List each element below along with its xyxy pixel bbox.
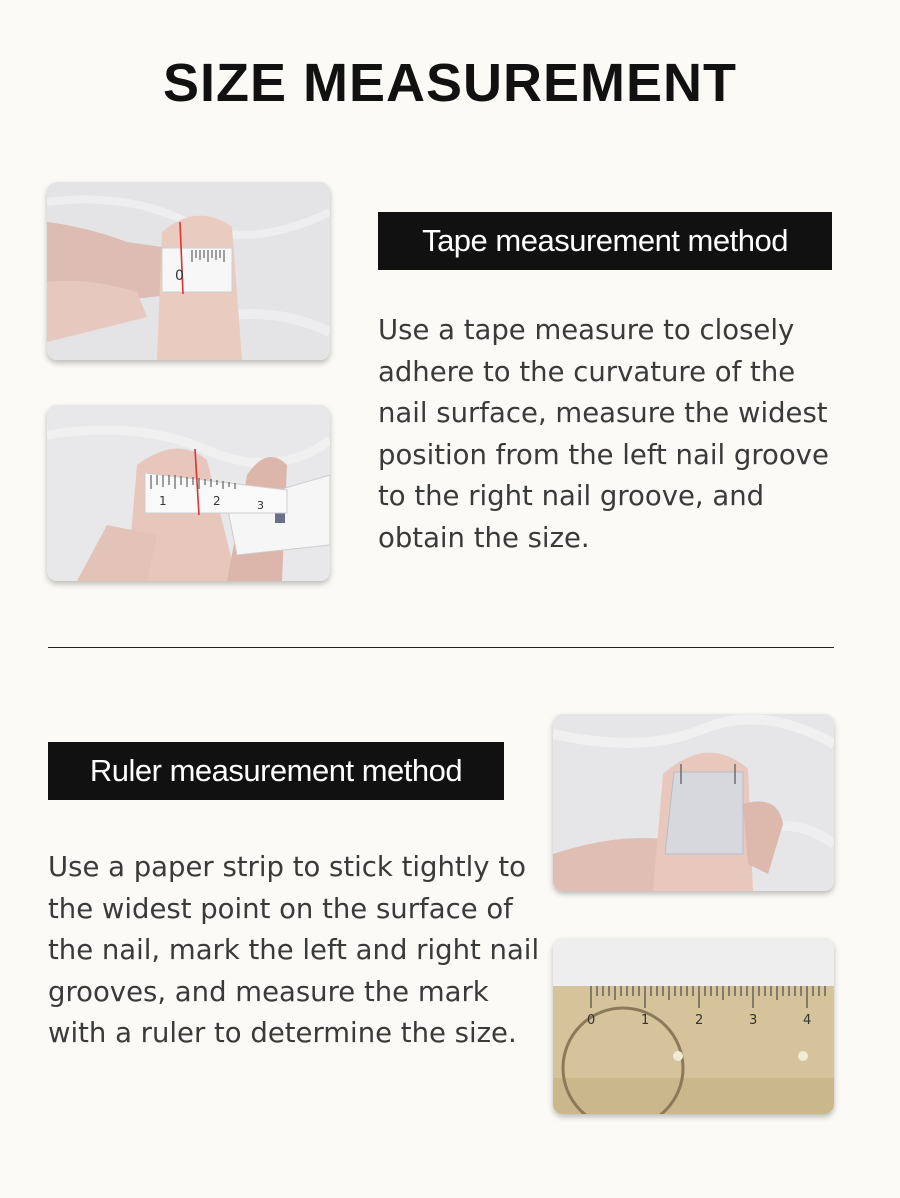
tape-digit: 3 — [257, 499, 264, 512]
ruler-digit: 1 — [641, 1013, 650, 1028]
tape-digit: 2 — [213, 494, 221, 508]
tape-method-label: Tape measurement method — [378, 212, 832, 270]
ruler-digit: 0 — [587, 1013, 596, 1028]
tape-digit: 0 — [175, 268, 184, 284]
ruler-photo — [553, 938, 834, 1114]
tape-measure-photo-1 — [47, 182, 330, 360]
ruler-method-description: Use a paper strip to stick tightly to the widest point on the surface of the nail, mark the left and right nail grooves, and measure the mark with a ruler to determine the size. — [48, 851, 540, 1049]
page-title: SIZE MEASUREMENT — [162, 53, 738, 113]
paper-strip-photo — [553, 714, 834, 891]
tape-digit: 1 — [159, 494, 167, 508]
ruler-digit: 3 — [749, 1013, 758, 1028]
ruler-digit: 4 — [803, 1013, 812, 1028]
ruler-digit: 2 — [695, 1013, 704, 1028]
tape-measure-photo-2 — [47, 405, 330, 581]
tape-method-description: Use a tape measure to closely adhere to the curvature of the nail surface, measure the widest position from the left nail groove to the right nail groove, and obtain the size. — [378, 314, 829, 554]
ruler-method-label: Ruler measurement method — [48, 742, 504, 800]
section-divider — [48, 647, 834, 648]
